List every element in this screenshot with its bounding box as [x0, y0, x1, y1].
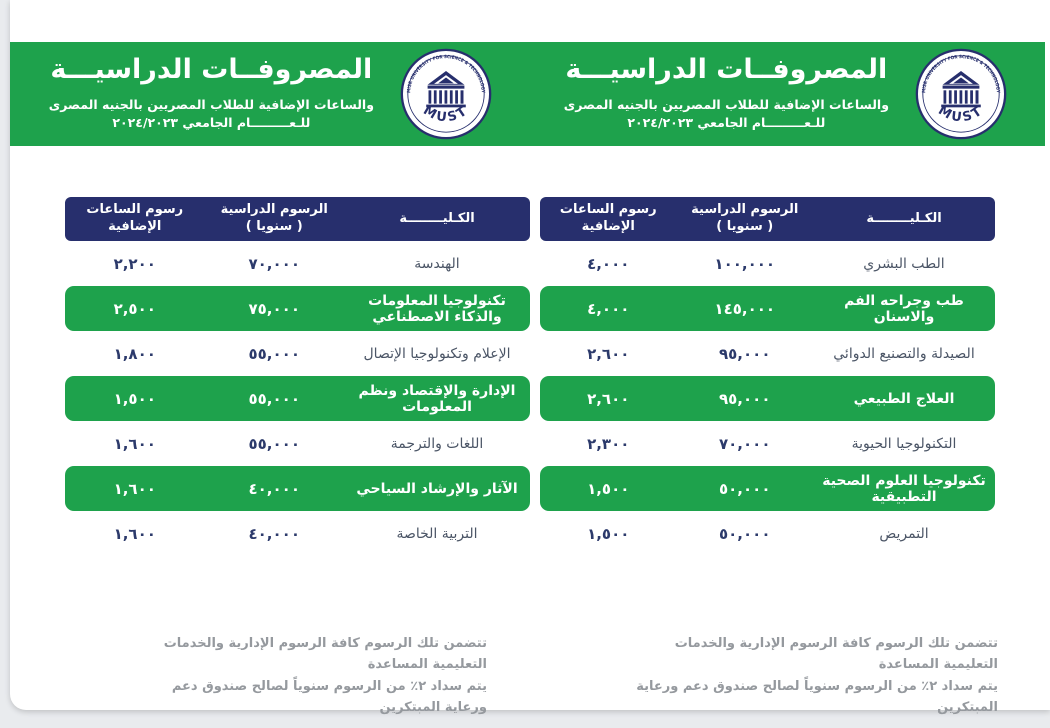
faculty-cell: اللغات والترجمة	[390, 435, 484, 452]
extra-hours-cell: ١,٦٠٠	[113, 479, 156, 498]
header-band	[10, 42, 1045, 146]
column-header-extra-hours	[65, 197, 205, 241]
faculty-cell: الإدارة والإقتصاد ونظم المعلومات	[358, 382, 516, 415]
column-header-extra-line1: رسوم الساعات	[559, 202, 657, 218]
table-row	[540, 421, 995, 466]
annual-fee-cell: ٥٥,٠٠٠	[248, 389, 300, 408]
table-row	[540, 466, 995, 511]
fee-table-left	[65, 197, 530, 556]
table-row	[540, 286, 995, 331]
annual-fee-cell: ٩٥,٠٠٠	[719, 389, 771, 408]
table-row	[540, 241, 995, 286]
footer-note-right	[630, 633, 998, 719]
annual-fee-cell: ١٠٠,٠٠٠	[714, 254, 776, 273]
annual-fee-cell: ٩٥,٠٠٠	[719, 344, 771, 363]
extra-hours-cell: ١,٦٠٠	[113, 524, 156, 543]
extra-hours-cell: ١,٥٠٠	[587, 479, 630, 498]
annual-fee-cell: ١٤٥,٠٠٠	[714, 299, 776, 318]
extra-hours-cell: ٢,٦٠٠	[587, 389, 630, 408]
annual-fee-cell: ٧٠,٠٠٠	[719, 434, 771, 453]
extra-hours-cell: ١,٥٠٠	[587, 524, 630, 543]
annual-fee-cell: ٧٥,٠٠٠	[248, 299, 300, 318]
column-header-extra-hours	[540, 197, 677, 241]
extra-hours-cell: ٤,٠٠٠	[587, 299, 630, 318]
page-title: المصروفــات الدراسيـــة	[50, 53, 373, 85]
table-row	[540, 511, 995, 556]
faculty-cell: الهندسة	[414, 255, 460, 272]
table-row	[65, 466, 530, 511]
column-header-annual-line2: ( سنويا )	[245, 219, 303, 234]
page-title: المصروفــات الدراسيـــة	[565, 53, 888, 85]
must-logo-icon	[915, 48, 1007, 140]
column-header-annual-line1: الرسوم الدراسية	[220, 202, 328, 218]
footer-note-line1: تتضمن تلك الرسوم كافة الرسوم الإدارية والخدمات التعليمية المساعدة	[674, 636, 998, 673]
table-row	[65, 511, 530, 556]
column-header-faculty: الكـليــــــــة	[866, 210, 942, 226]
header-subtitle-line2: للـعـــــــــام الجامعي ٢٠٢٤/٢٠٢٣	[112, 115, 311, 131]
faculty-cell: التربية الخاصة	[396, 525, 478, 542]
extra-hours-cell: ٢,٣٠٠	[587, 434, 630, 453]
annual-fee-cell: ٥٠,٠٠٠	[719, 479, 771, 498]
annual-fee-cell: ٥٥,٠٠٠	[248, 344, 300, 363]
extra-hours-cell: ١,٦٠٠	[113, 434, 156, 453]
faculty-cell: الصيدلة والتصنيع الدوائي	[833, 345, 975, 362]
faculty-cell: الإعلام وتكنولوجيا الإتصال	[363, 345, 511, 362]
faculty-cell: طب وجراحه الفم والاسنان	[844, 292, 964, 325]
table-row	[65, 376, 530, 421]
must-logo-icon	[400, 48, 492, 140]
extra-hours-cell: ١,٥٠٠	[113, 389, 156, 408]
column-header-annual-fees	[205, 197, 345, 241]
table-row	[540, 331, 995, 376]
fee-table-right	[540, 197, 995, 556]
footer-note-left	[132, 633, 487, 719]
faculty-cell: تكنولوجيا العلوم الصحية التطبيقية	[822, 472, 986, 505]
extra-hours-cell: ٢,٦٠٠	[587, 344, 630, 363]
header-panel-right	[530, 42, 1045, 146]
header-subtitle-line1: والساعات الإضافية للطلاب المصريين بالجنيه المصرى	[48, 96, 374, 112]
annual-fee-cell: ٤٠,٠٠٠	[248, 524, 300, 543]
table-header-row	[540, 197, 995, 241]
header-subtitle-line2: للـعـــــــــام الجامعي ٢٠٢٤/٢٠٢٣	[627, 115, 826, 131]
header-text-right	[564, 55, 889, 133]
table-body-right	[540, 241, 995, 556]
extra-hours-cell: ١,٨٠٠	[113, 344, 156, 363]
faculty-cell: تكنولوجيا المعلومات والذكاء الاصطناعي	[368, 292, 506, 325]
table-body-left	[65, 241, 530, 556]
annual-fee-cell: ٥٠,٠٠٠	[719, 524, 771, 543]
faculty-cell: الطب البشري	[863, 255, 945, 272]
table-row	[65, 241, 530, 286]
extra-hours-cell: ٢,٥٠٠	[113, 299, 156, 318]
header-text-left	[49, 55, 374, 133]
column-header-extra-line2: الإضافية	[581, 219, 635, 234]
column-header-annual-fees	[677, 197, 814, 241]
annual-fee-cell: ٤٠,٠٠٠	[248, 479, 300, 498]
column-header-annual-line2: ( سنويا )	[716, 219, 774, 234]
faculty-cell: التمريض	[879, 525, 929, 542]
column-header-extra-line1: رسوم الساعات	[86, 202, 184, 218]
extra-hours-cell: ٤,٠٠٠	[587, 254, 630, 273]
faculty-cell: العلاج الطبيعي	[853, 390, 955, 407]
footer-note-line2: يتم سداد ٢٪ من الرسوم سنوياً لصالح صندوق دعم ورعاية المبتكرين	[636, 678, 998, 716]
table-row	[540, 376, 995, 421]
extra-hours-cell: ٢,٢٠٠	[113, 254, 156, 273]
column-header-faculty: الكـليــــــــة	[399, 210, 475, 226]
column-header-annual-line1: الرسوم الدراسية	[691, 202, 799, 218]
faculty-cell: الآثار والإرشاد السياحي	[356, 480, 518, 497]
footer-note-line2: يتم سداد ٢٪ من الرسوم سنوياً لصالح صندوق دعم ورعاية المبتكرين	[171, 678, 487, 716]
header-subtitle-line1: والساعات الإضافية للطلاب المصريين بالجنيه المصرى	[563, 96, 889, 112]
header-panel-left	[10, 42, 530, 146]
table-row	[65, 331, 530, 376]
annual-fee-cell: ٧٠,٠٠٠	[248, 254, 300, 273]
annual-fee-cell: ٥٥,٠٠٠	[248, 434, 300, 453]
table-header-row	[65, 197, 530, 241]
footer-note-line1: تتضمن تلك الرسوم كافة الرسوم الإدارية والخدمات التعليمية المساعدة	[163, 636, 487, 673]
column-header-extra-line2: الإضافية	[108, 219, 162, 234]
faculty-cell: التكنولوجيا الحيوية	[851, 435, 957, 452]
fees-document-page	[10, 0, 1050, 716]
table-row	[65, 286, 530, 331]
table-row	[65, 421, 530, 466]
